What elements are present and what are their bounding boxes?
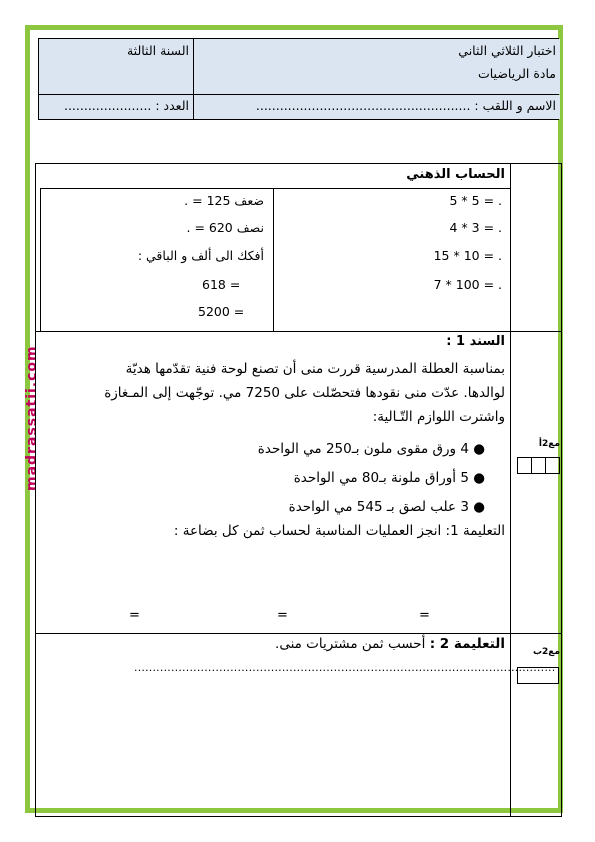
header-table — [38, 38, 559, 120]
mental-item: 7 * 100 = . — [433, 277, 502, 292]
mental-item: 618 = — [202, 277, 241, 292]
mental-item: ضعف 125 = . — [184, 193, 264, 208]
exercise-table — [35, 163, 562, 817]
number-cell — [39, 95, 193, 119]
criterion-box — [517, 457, 532, 474]
name-cell — [193, 95, 560, 119]
supplies-list — [145, 435, 485, 522]
answer-equals: = — [277, 608, 288, 623]
number-label: العدد : ...................... — [63, 98, 189, 113]
criterion-box — [545, 457, 560, 474]
criterion-1-label: مع2أ — [538, 439, 560, 449]
mental-item: 15 * 10 = . — [433, 248, 502, 263]
mental-item: 4 * 3 = . — [449, 220, 502, 235]
level-text: السنة الثالثة — [126, 43, 189, 58]
mental-item: أفكك الى ألف و الباقي : — [137, 248, 264, 263]
instruction-2-label: التعليمة 2 : — [429, 636, 505, 652]
mental-item: نصف 620 = . — [186, 220, 264, 235]
list-item: ● 5 أوراق ملونة بـ80 مي الواحدة — [293, 470, 485, 486]
answer-dots: .................................................................................................................. — [134, 661, 556, 674]
instruction-2 — [85, 636, 505, 652]
subject-title: مادة الرياضيات — [477, 66, 556, 81]
exam-info-cell — [193, 39, 560, 94]
mental-title: الحساب الذهني — [406, 167, 505, 182]
sanad-line: واشترت اللوازم التّـالية: — [372, 409, 505, 425]
instruction-1: التعليمة 1: انجز العمليات المناسبة لحساب ثمن كل بضاعة : — [173, 523, 505, 539]
sanad-text — [85, 357, 505, 429]
sanad-line: بمناسبة العطلة المدرسية قررت منى أن تصنع لوحة فنية تقدّمها هديّة — [125, 361, 505, 377]
watermark: madrassatii.com — [24, 345, 40, 491]
criterion-box — [531, 457, 546, 474]
bullet-icon: ● — [468, 470, 485, 486]
criterion-2-label: مع2ب — [532, 647, 560, 657]
sanad-line: لوالدها. عدّت منى نقودها فتحصّلت على 7250 مي. توجّهت إلى المـغازة — [104, 385, 505, 401]
bullet-icon: ● — [468, 499, 485, 515]
answer-equals: = — [129, 608, 140, 623]
bullet-icon: ● — [468, 441, 485, 457]
criterion-box — [517, 667, 559, 684]
mental-item: 5200 = — [198, 304, 245, 319]
level-cell — [39, 39, 193, 94]
answer-equals: = — [419, 608, 430, 623]
list-item: ● 4 ورق مقوى ملون بـ250 مي الواحدة — [257, 441, 485, 457]
name-label: الاسم و اللقب : ...................................................... — [255, 98, 556, 113]
exam-title: اختبار الثلاثي الثاني — [458, 43, 556, 58]
mental-item: 5 * 5 = . — [449, 193, 502, 208]
list-item: ● 3 علب لصق بـ 545 مي الواحدة — [288, 499, 485, 515]
instruction-2-text: أحسب ثمن مشتريات منى. — [275, 636, 426, 652]
sanad-title: السند 1 : — [446, 334, 505, 349]
